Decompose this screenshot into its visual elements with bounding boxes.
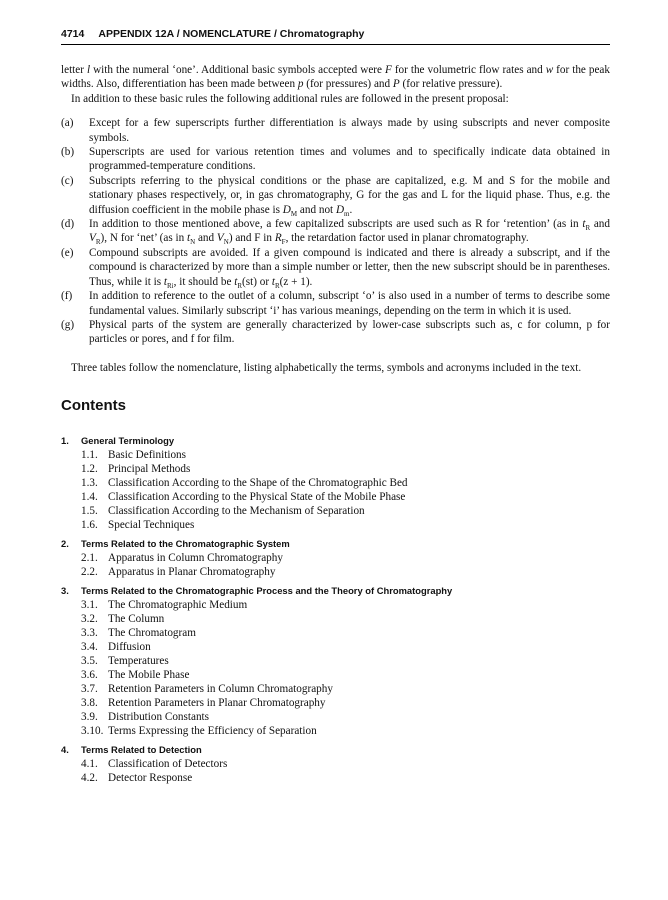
toc-item-number: 3.3. [81, 626, 98, 639]
toc-item[interactable] [61, 757, 610, 771]
page-header [61, 28, 610, 45]
toc-item-title: Apparatus in Column Chromatography [108, 551, 283, 564]
toc-item-title: Basic Definitions [108, 448, 186, 461]
toc-item-number: 1.1. [81, 448, 98, 461]
toc-item[interactable] [61, 668, 610, 682]
toc-item[interactable] [61, 448, 610, 462]
page-body [61, 63, 610, 785]
toc-item-title: Classification of Detectors [108, 757, 228, 770]
toc-item-number: 4.1. [81, 757, 98, 770]
toc-item-title: The Chromatogram [108, 626, 196, 639]
toc-item-title: Classification According to the Shape of the Chromatographic Bed [108, 476, 408, 489]
toc-section-number: 3. [61, 584, 69, 596]
rule-item [61, 145, 610, 174]
rule-text: Superscripts are used for various retention times and volumes and to specifically indicate data obtained in programmed-temperature conditions. [89, 146, 610, 173]
rule-text: Subscripts referring to the physical conditions or the phase are capitalized, e.g. M and S for the mobile and stationary phases respectively, or, in gas chromatography, G for the gas and L for the liquid phase. Thus, e.g. the diffusion coefficient in the mobile phase is $D_M$ and not $D_m$. [89, 174, 610, 218]
table-of-contents [61, 434, 610, 785]
rule-item [61, 318, 610, 347]
toc-section [61, 537, 610, 579]
toc-item[interactable] [61, 598, 610, 612]
toc-item-number: 3.7. [81, 682, 98, 695]
rule-item [61, 246, 610, 289]
toc-item[interactable] [61, 654, 610, 668]
toc-section [61, 434, 610, 532]
toc-item-number: 1.2. [81, 462, 98, 475]
toc-section-heading[interactable] [61, 743, 610, 757]
toc-item-number: 2.2. [81, 565, 98, 578]
toc-item[interactable] [61, 640, 610, 654]
rule-text: Except for a few superscripts further differentiation is always made by using subscripts and never composite symbols. [89, 117, 610, 144]
toc-item-number: 1.3. [81, 476, 98, 489]
toc-item-title: The Chromatographic Medium [108, 598, 248, 611]
rule-text: Compound subscripts are avoided. If a given compound is indicated and there is already a subscript, and if the compound is characterized by more than a simple number or letter, then the new subscript should be in parentheses. Thus, while it is $t_{Ri}$, it should be $t_R(st)$ or $t_R(z + 1)$. [89, 246, 610, 290]
toc-item-number: 3.9. [81, 710, 98, 723]
rule-label: (d) [61, 218, 75, 231]
rule-label: (b) [61, 146, 75, 159]
toc-item[interactable] [61, 462, 610, 476]
running-title: APPENDIX 12A / NOMENCLATURE / Chromatography [98, 28, 365, 40]
toc-item[interactable] [61, 490, 610, 504]
toc-item-title: Apparatus in Planar Chromatography [108, 565, 276, 578]
toc-item-title: Classification According to the Mechanism of Separation [108, 504, 365, 517]
toc-item[interactable] [61, 504, 610, 518]
rule-label: (c) [61, 174, 74, 187]
rule-item [61, 116, 610, 145]
toc-item-title: Diffusion [108, 640, 151, 653]
toc-item-title: Special Techniques [108, 518, 195, 531]
toc-item-number: 2.1. [81, 551, 98, 564]
toc-section-heading[interactable] [61, 434, 610, 448]
toc-section-number: 2. [61, 537, 69, 549]
rule-text: In addition to those mentioned above, a few capitalized subscripts are used such as R for ‘retention’ (as in $t_R$ and $V_R$), N for ‘net’ (as in $t_N$ and $V_N$) and F in $R_F$, the retardation factor used in planar chromatography. [89, 218, 610, 247]
toc-section-title: Terms Related to Detection [81, 743, 202, 755]
toc-item-title: Detector Response [108, 771, 193, 784]
toc-item[interactable] [61, 626, 610, 640]
toc-section-heading[interactable] [61, 584, 610, 598]
contents-heading: Contents [61, 397, 126, 415]
rule-item [61, 217, 610, 246]
rule-item [61, 174, 610, 217]
toc-item[interactable] [61, 682, 610, 696]
toc-item[interactable] [61, 696, 610, 710]
toc-item-number: 4.2. [81, 771, 98, 784]
toc-section-title: General Terminology [81, 434, 175, 446]
toc-section-heading[interactable] [61, 537, 610, 551]
toc-section-title: Terms Related to the Chromatographic Process and the Theory of Chromatography [81, 584, 453, 596]
toc-item-title: Retention Parameters in Column Chromatography [108, 682, 333, 695]
toc-item-number: 3.1. [81, 598, 98, 611]
toc-item-title: Classification According to the Physical State of the Mobile Phase [108, 490, 406, 503]
toc-item-title: Terms Expressing the Efficiency of Separation [108, 724, 317, 737]
toc-item[interactable] [61, 518, 610, 532]
toc-item[interactable] [61, 565, 610, 579]
toc-item-title: Retention Parameters in Planar Chromatography [108, 696, 326, 709]
toc-section-title: Terms Related to the Chromatographic System [81, 537, 290, 549]
toc-item-number: 3.8. [81, 696, 98, 709]
toc-item[interactable] [61, 476, 610, 490]
toc-item-number: 3.2. [81, 612, 98, 625]
toc-section [61, 743, 610, 785]
toc-item[interactable] [61, 551, 610, 565]
toc-item-number: 1.4. [81, 490, 98, 503]
toc-item-title: Distribution Constants [108, 710, 210, 723]
toc-item[interactable] [61, 724, 610, 738]
toc-section [61, 584, 610, 738]
toc-item-title: The Column [108, 612, 165, 625]
toc-item[interactable] [61, 612, 610, 626]
toc-item-number: 3.6. [81, 668, 98, 681]
rule-text: In addition to reference to the outlet of a column, subscript ‘o’ is also used in a number of terms to describe some fundamental values. Similarly subscript ‘i’ has various meanings, depending on the term in which it is used. [89, 290, 610, 317]
toc-item[interactable] [61, 710, 610, 724]
toc-item-title: The Mobile Phase [108, 668, 190, 681]
tables-paragraph: Three tables follow the nomenclature, listing alphabetically the terms, symbols and acronyms included in the text. [71, 361, 582, 374]
rule-text: Physical parts of the system are generally characterized by lower-case subscripts such as, c for column, p for particles or pores, and f for film. [89, 318, 610, 346]
rule-label: (g) [61, 318, 75, 331]
rule-label: (f) [61, 290, 73, 303]
toc-item-number: 1.5. [81, 504, 98, 517]
toc-item-number: 1.6. [81, 518, 98, 531]
rule-item [61, 289, 610, 318]
rule-label: (e) [61, 246, 74, 259]
intro-paragraph-1: letter l with the numeral ‘one’. Additional basic symbols accepted were F for the volumetric flow rates and w for the peak widths. Also, differentiation has been made between p (for pressures) and P (for relative pressure). [61, 64, 610, 91]
toc-item[interactable] [61, 771, 610, 785]
rules-list [61, 116, 610, 347]
toc-section-number: 4. [61, 743, 69, 755]
toc-item-title: Temperatures [108, 654, 169, 667]
toc-item-title: Principal Methods [108, 462, 191, 475]
rule-label: (a) [61, 117, 74, 130]
toc-section-number: 1. [61, 434, 69, 446]
toc-item-number: 3.10. [81, 724, 104, 737]
intro-paragraph-2: In addition to these basic rules the following additional rules are followed in the present proposal: [71, 92, 509, 105]
page-number: 4714 [61, 28, 85, 40]
toc-item-number: 3.4. [81, 640, 98, 653]
toc-item-number: 3.5. [81, 654, 98, 667]
